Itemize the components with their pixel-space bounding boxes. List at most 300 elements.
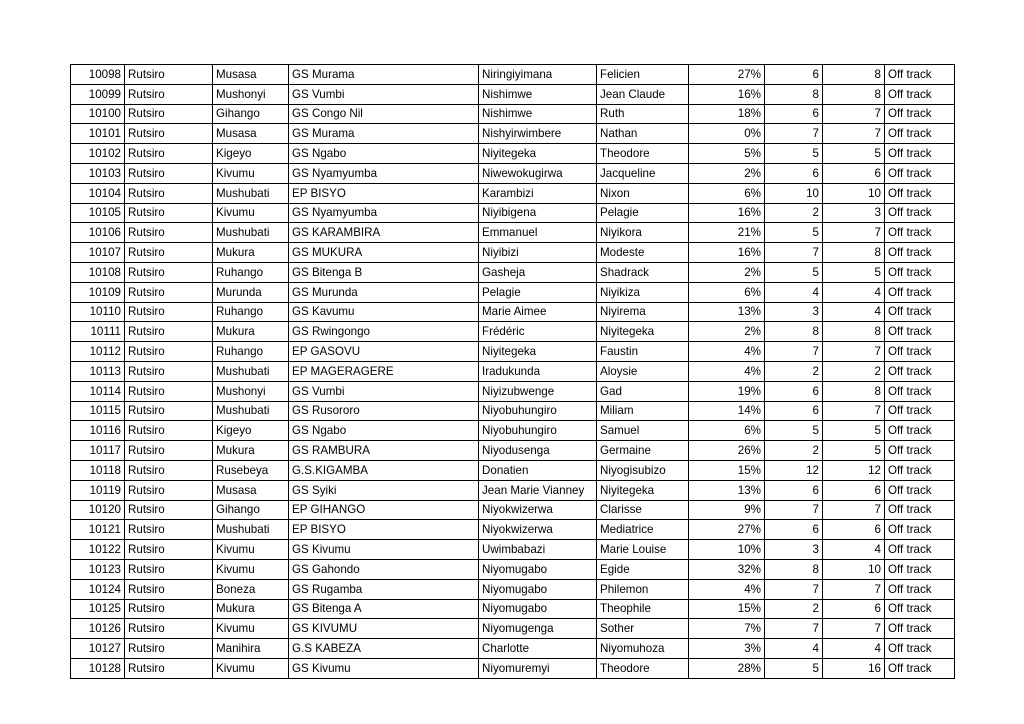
- table-cell-last_name: Marie Aimee: [479, 302, 597, 322]
- table-cell-value_a: 2: [765, 361, 823, 381]
- table-row: [71, 421, 955, 441]
- table-cell-school: GS Kivumu: [289, 658, 479, 678]
- table-row: [71, 282, 955, 302]
- table-cell-last_name: Niyibizi: [479, 243, 597, 263]
- table-cell-id: 10114: [71, 381, 125, 401]
- table-cell-sector: Kivumu: [213, 619, 289, 639]
- table-cell-last_name: Niyobuhungiro: [479, 401, 597, 421]
- table-cell-first_name: Niyogisubizo: [597, 460, 689, 480]
- records-table: [70, 64, 955, 679]
- table-cell-value_a: 5: [765, 658, 823, 678]
- table-cell-status: Off track: [885, 183, 955, 203]
- table-cell-sector: Kigeyo: [213, 144, 289, 164]
- table-cell-first_name: Modeste: [597, 243, 689, 263]
- table-cell-value_a: 6: [765, 401, 823, 421]
- table-cell-value_a: 5: [765, 421, 823, 441]
- table-cell-sector: Kivumu: [213, 658, 289, 678]
- table-row: [71, 203, 955, 223]
- table-cell-percent: 5%: [689, 144, 765, 164]
- table-cell-status: Off track: [885, 460, 955, 480]
- table-row: [71, 401, 955, 421]
- table-cell-first_name: Shadrack: [597, 262, 689, 282]
- table-cell-last_name: Niyitegeka: [479, 342, 597, 362]
- table-cell-percent: 15%: [689, 460, 765, 480]
- table-cell-last_name: Karambizi: [479, 183, 597, 203]
- table-cell-value_b: 7: [823, 104, 885, 124]
- table-cell-school: GS Vumbi: [289, 84, 479, 104]
- table-cell-district: Rutsiro: [125, 144, 213, 164]
- table-cell-percent: 7%: [689, 619, 765, 639]
- table-cell-last_name: Niyobuhungiro: [479, 421, 597, 441]
- table-cell-district: Rutsiro: [125, 500, 213, 520]
- table-cell-status: Off track: [885, 619, 955, 639]
- table-cell-district: Rutsiro: [125, 262, 213, 282]
- table-cell-percent: 26%: [689, 441, 765, 461]
- table-cell-status: Off track: [885, 401, 955, 421]
- table-cell-district: Rutsiro: [125, 480, 213, 500]
- table-cell-first_name: Aloysie: [597, 361, 689, 381]
- table-cell-status: Off track: [885, 480, 955, 500]
- table-cell-school: GS Murunda: [289, 282, 479, 302]
- table-cell-percent: 13%: [689, 302, 765, 322]
- table-row: [71, 144, 955, 164]
- table-cell-district: Rutsiro: [125, 282, 213, 302]
- table-cell-sector: Mukura: [213, 599, 289, 619]
- table-cell-value_a: 6: [765, 520, 823, 540]
- table-cell-sector: Kivumu: [213, 203, 289, 223]
- table-cell-value_b: 2: [823, 361, 885, 381]
- table-cell-value_a: 7: [765, 619, 823, 639]
- table-cell-first_name: Theophile: [597, 599, 689, 619]
- table-cell-status: Off track: [885, 540, 955, 560]
- table-cell-id: 10113: [71, 361, 125, 381]
- table-cell-id: 10110: [71, 302, 125, 322]
- table-cell-school: GS Syiki: [289, 480, 479, 500]
- table-cell-status: Off track: [885, 223, 955, 243]
- table-cell-id: 10103: [71, 163, 125, 183]
- table-cell-district: Rutsiro: [125, 203, 213, 223]
- table-cell-status: Off track: [885, 342, 955, 362]
- table-cell-value_a: 3: [765, 540, 823, 560]
- table-cell-id: 10123: [71, 559, 125, 579]
- table-cell-percent: 27%: [689, 65, 765, 85]
- table-cell-value_a: 6: [765, 381, 823, 401]
- table-cell-sector: Mushubati: [213, 361, 289, 381]
- table-cell-id: 10101: [71, 124, 125, 144]
- table-cell-school: GS Rugamba: [289, 579, 479, 599]
- table-row: [71, 342, 955, 362]
- table-cell-last_name: Niyomugabo: [479, 559, 597, 579]
- table-cell-first_name: Egide: [597, 559, 689, 579]
- table-cell-percent: 3%: [689, 639, 765, 659]
- table-cell-sector: Kivumu: [213, 559, 289, 579]
- table-cell-value_a: 8: [765, 559, 823, 579]
- table-cell-first_name: Pelagie: [597, 203, 689, 223]
- table-cell-school: GS RAMBURA: [289, 441, 479, 461]
- table-cell-district: Rutsiro: [125, 421, 213, 441]
- table-cell-value_b: 7: [823, 342, 885, 362]
- table-cell-school: GS Bitenga A: [289, 599, 479, 619]
- table-cell-first_name: Felicien: [597, 65, 689, 85]
- table-cell-status: Off track: [885, 559, 955, 579]
- table-cell-last_name: Nishimwe: [479, 84, 597, 104]
- table-cell-sector: Mushubati: [213, 401, 289, 421]
- table-cell-last_name: Niyomugabo: [479, 579, 597, 599]
- table-row: [71, 104, 955, 124]
- table-cell-id: 10116: [71, 421, 125, 441]
- table-cell-school: GS Ngabo: [289, 144, 479, 164]
- table-cell-school: GS Bitenga B: [289, 262, 479, 282]
- table-cell-sector: Ruhango: [213, 342, 289, 362]
- table-cell-school: G.S KABEZA: [289, 639, 479, 659]
- table-cell-percent: 6%: [689, 282, 765, 302]
- table-cell-school: GS Ngabo: [289, 421, 479, 441]
- table-cell-value_b: 4: [823, 639, 885, 659]
- table-cell-school: GS Murama: [289, 65, 479, 85]
- table-row: [71, 500, 955, 520]
- table-cell-status: Off track: [885, 104, 955, 124]
- table-cell-value_b: 7: [823, 401, 885, 421]
- table-row: [71, 639, 955, 659]
- table-row: [71, 302, 955, 322]
- table-cell-value_a: 10: [765, 183, 823, 203]
- table-cell-status: Off track: [885, 381, 955, 401]
- table-cell-status: Off track: [885, 84, 955, 104]
- table-cell-percent: 19%: [689, 381, 765, 401]
- table-cell-status: Off track: [885, 658, 955, 678]
- table-cell-id: 10120: [71, 500, 125, 520]
- table-cell-value_b: 4: [823, 540, 885, 560]
- table-cell-status: Off track: [885, 441, 955, 461]
- table-cell-last_name: Niyokwizerwa: [479, 520, 597, 540]
- table-cell-status: Off track: [885, 282, 955, 302]
- table-cell-last_name: Iradukunda: [479, 361, 597, 381]
- table-cell-value_b: 4: [823, 302, 885, 322]
- table-cell-school: GS Congo Nil: [289, 104, 479, 124]
- table-cell-district: Rutsiro: [125, 520, 213, 540]
- table-cell-school: GS Nyamyumba: [289, 203, 479, 223]
- table-cell-percent: 16%: [689, 243, 765, 263]
- table-cell-district: Rutsiro: [125, 639, 213, 659]
- table-row: [71, 579, 955, 599]
- table-row: [71, 124, 955, 144]
- table-cell-value_a: 5: [765, 144, 823, 164]
- table-cell-percent: 28%: [689, 658, 765, 678]
- table-cell-value_a: 6: [765, 163, 823, 183]
- table-cell-sector: Mukura: [213, 322, 289, 342]
- table-cell-value_b: 16: [823, 658, 885, 678]
- table-cell-school: EP BISYO: [289, 520, 479, 540]
- table-cell-value_a: 5: [765, 223, 823, 243]
- table-cell-id: 10128: [71, 658, 125, 678]
- table-cell-percent: 4%: [689, 579, 765, 599]
- table-cell-sector: Manihira: [213, 639, 289, 659]
- table-row: [71, 460, 955, 480]
- table-cell-sector: Kigeyo: [213, 421, 289, 441]
- table-cell-id: 10104: [71, 183, 125, 203]
- table-cell-last_name: Charlotte: [479, 639, 597, 659]
- table-cell-value_a: 5: [765, 262, 823, 282]
- table-cell-value_a: 7: [765, 579, 823, 599]
- table-cell-id: 10112: [71, 342, 125, 362]
- table-cell-value_a: 4: [765, 282, 823, 302]
- table-cell-status: Off track: [885, 262, 955, 282]
- table-cell-value_b: 6: [823, 163, 885, 183]
- table-cell-value_b: 7: [823, 619, 885, 639]
- table-row: [71, 441, 955, 461]
- table-cell-percent: 32%: [689, 559, 765, 579]
- table-cell-status: Off track: [885, 124, 955, 144]
- table-cell-first_name: Miliam: [597, 401, 689, 421]
- table-cell-school: GS Murama: [289, 124, 479, 144]
- table-cell-id: 10118: [71, 460, 125, 480]
- table-cell-last_name: Emmanuel: [479, 223, 597, 243]
- table-cell-first_name: Nixon: [597, 183, 689, 203]
- table-cell-district: Rutsiro: [125, 441, 213, 461]
- table-cell-value_a: 3: [765, 302, 823, 322]
- table-cell-district: Rutsiro: [125, 381, 213, 401]
- table-cell-percent: 21%: [689, 223, 765, 243]
- table-cell-status: Off track: [885, 144, 955, 164]
- table-cell-value_a: 7: [765, 243, 823, 263]
- table-cell-sector: Mushonyi: [213, 381, 289, 401]
- table-cell-sector: Murunda: [213, 282, 289, 302]
- table-cell-value_a: 2: [765, 599, 823, 619]
- table-cell-district: Rutsiro: [125, 243, 213, 263]
- table-cell-district: Rutsiro: [125, 342, 213, 362]
- table-cell-district: Rutsiro: [125, 65, 213, 85]
- table-cell-last_name: Niyitegeka: [479, 144, 597, 164]
- table-row: [71, 84, 955, 104]
- table-cell-sector: Mukura: [213, 243, 289, 263]
- table-cell-percent: 16%: [689, 84, 765, 104]
- table-cell-value_a: 2: [765, 203, 823, 223]
- table-cell-percent: 13%: [689, 480, 765, 500]
- table-cell-first_name: Faustin: [597, 342, 689, 362]
- table-row: [71, 361, 955, 381]
- table-cell-district: Rutsiro: [125, 658, 213, 678]
- table-cell-first_name: Marie Louise: [597, 540, 689, 560]
- table-cell-status: Off track: [885, 302, 955, 322]
- table-row: [71, 480, 955, 500]
- table-cell-value_b: 7: [823, 223, 885, 243]
- table-cell-district: Rutsiro: [125, 579, 213, 599]
- table-cell-value_a: 7: [765, 500, 823, 520]
- table-cell-last_name: Pelagie: [479, 282, 597, 302]
- table-cell-sector: Rusebeya: [213, 460, 289, 480]
- table-cell-sector: Musasa: [213, 124, 289, 144]
- table-cell-percent: 0%: [689, 124, 765, 144]
- table-cell-value_b: 8: [823, 381, 885, 401]
- table-cell-first_name: Philemon: [597, 579, 689, 599]
- table-cell-value_b: 8: [823, 322, 885, 342]
- table-row: [71, 619, 955, 639]
- table-cell-district: Rutsiro: [125, 223, 213, 243]
- table-cell-id: 10119: [71, 480, 125, 500]
- table-cell-last_name: Niwewokugirwa: [479, 163, 597, 183]
- table-cell-school: GS Kivumu: [289, 540, 479, 560]
- table-cell-sector: Kivumu: [213, 540, 289, 560]
- table-cell-value_a: 12: [765, 460, 823, 480]
- table-cell-last_name: Niyodusenga: [479, 441, 597, 461]
- table-cell-status: Off track: [885, 639, 955, 659]
- table-cell-id: 10122: [71, 540, 125, 560]
- table-cell-first_name: Germaine: [597, 441, 689, 461]
- table-cell-value_b: 10: [823, 559, 885, 579]
- table-cell-sector: Gihango: [213, 104, 289, 124]
- table-cell-percent: 2%: [689, 262, 765, 282]
- table-cell-value_b: 8: [823, 84, 885, 104]
- table-cell-status: Off track: [885, 243, 955, 263]
- table-cell-id: 10105: [71, 203, 125, 223]
- table-cell-id: 10099: [71, 84, 125, 104]
- table-cell-first_name: Theodore: [597, 144, 689, 164]
- table-cell-last_name: Niyomugenga: [479, 619, 597, 639]
- table-row: [71, 163, 955, 183]
- table-row: [71, 262, 955, 282]
- table-cell-percent: 4%: [689, 361, 765, 381]
- table-cell-school: GS Rusororo: [289, 401, 479, 421]
- table-cell-first_name: Gad: [597, 381, 689, 401]
- table-cell-value_b: 8: [823, 65, 885, 85]
- table-cell-last_name: Niyomuremyi: [479, 658, 597, 678]
- table-cell-first_name: Jacqueline: [597, 163, 689, 183]
- table-cell-first_name: Sother: [597, 619, 689, 639]
- table-cell-sector: Musasa: [213, 480, 289, 500]
- table-cell-school: GS Rwingongo: [289, 322, 479, 342]
- table-cell-id: 10115: [71, 401, 125, 421]
- table-cell-id: 10108: [71, 262, 125, 282]
- table-row: [71, 65, 955, 85]
- table-cell-id: 10124: [71, 579, 125, 599]
- table-cell-value_b: 8: [823, 243, 885, 263]
- table-cell-sector: Boneza: [213, 579, 289, 599]
- table-cell-value_b: 6: [823, 520, 885, 540]
- table-row: [71, 540, 955, 560]
- table-cell-last_name: Gasheja: [479, 262, 597, 282]
- table-cell-sector: Musasa: [213, 65, 289, 85]
- table-cell-district: Rutsiro: [125, 104, 213, 124]
- table-row: [71, 183, 955, 203]
- table-row: [71, 223, 955, 243]
- table-cell-school: EP GASOVU: [289, 342, 479, 362]
- table-cell-value_b: 5: [823, 441, 885, 461]
- table-cell-sector: Mushubati: [213, 223, 289, 243]
- table-cell-district: Rutsiro: [125, 302, 213, 322]
- table-cell-school: GS Kavumu: [289, 302, 479, 322]
- table-cell-last_name: Niyokwizerwa: [479, 500, 597, 520]
- table-cell-value_b: 7: [823, 124, 885, 144]
- table-cell-percent: 9%: [689, 500, 765, 520]
- table-cell-value_a: 7: [765, 124, 823, 144]
- table-cell-value_b: 5: [823, 421, 885, 441]
- table-cell-district: Rutsiro: [125, 322, 213, 342]
- table-cell-sector: Mushubati: [213, 183, 289, 203]
- table-cell-status: Off track: [885, 520, 955, 540]
- table-cell-first_name: Theodore: [597, 658, 689, 678]
- table-cell-id: 10100: [71, 104, 125, 124]
- table-cell-percent: 4%: [689, 342, 765, 362]
- table-cell-percent: 16%: [689, 203, 765, 223]
- table-cell-sector: Mukura: [213, 441, 289, 461]
- table-cell-first_name: Niyitegeka: [597, 480, 689, 500]
- table-cell-id: 10106: [71, 223, 125, 243]
- table-cell-status: Off track: [885, 579, 955, 599]
- table-cell-last_name: Uwimbabazi: [479, 540, 597, 560]
- table-cell-id: 10109: [71, 282, 125, 302]
- table-cell-school: GS KARAMBIRA: [289, 223, 479, 243]
- table-cell-percent: 10%: [689, 540, 765, 560]
- table-cell-percent: 14%: [689, 401, 765, 421]
- table-cell-first_name: Niyirema: [597, 302, 689, 322]
- table-cell-district: Rutsiro: [125, 163, 213, 183]
- table-row: [71, 381, 955, 401]
- table-cell-value_b: 4: [823, 282, 885, 302]
- table-cell-first_name: Niyikora: [597, 223, 689, 243]
- table-cell-first_name: Niyomuhoza: [597, 639, 689, 659]
- table-cell-first_name: Mediatrice: [597, 520, 689, 540]
- table-cell-percent: 15%: [689, 599, 765, 619]
- table-cell-value_b: 7: [823, 579, 885, 599]
- table-cell-value_b: 6: [823, 480, 885, 500]
- table-cell-value_a: 7: [765, 342, 823, 362]
- table-cell-id: 10126: [71, 619, 125, 639]
- table-cell-district: Rutsiro: [125, 183, 213, 203]
- data-table-container: [70, 64, 954, 679]
- table-cell-district: Rutsiro: [125, 559, 213, 579]
- table-cell-status: Off track: [885, 163, 955, 183]
- table-cell-school: GS MUKURA: [289, 243, 479, 263]
- table-cell-last_name: Niringiyimana: [479, 65, 597, 85]
- table-cell-district: Rutsiro: [125, 619, 213, 639]
- table-cell-value_a: 8: [765, 84, 823, 104]
- table-cell-id: 10121: [71, 520, 125, 540]
- table-cell-value_b: 3: [823, 203, 885, 223]
- table-cell-last_name: Nishyirwimbere: [479, 124, 597, 144]
- table-cell-sector: Kivumu: [213, 163, 289, 183]
- table-cell-percent: 2%: [689, 163, 765, 183]
- table-cell-last_name: Niyomugabo: [479, 599, 597, 619]
- table-cell-value_a: 6: [765, 65, 823, 85]
- table-cell-value_b: 5: [823, 144, 885, 164]
- table-cell-first_name: Niyikiza: [597, 282, 689, 302]
- table-cell-last_name: Nishimwe: [479, 104, 597, 124]
- table-cell-district: Rutsiro: [125, 401, 213, 421]
- table-cell-sector: Mushubati: [213, 520, 289, 540]
- table-cell-sector: Gihango: [213, 500, 289, 520]
- table-cell-id: 10117: [71, 441, 125, 461]
- table-cell-percent: 6%: [689, 183, 765, 203]
- table-cell-sector: Ruhango: [213, 302, 289, 322]
- table-cell-id: 10125: [71, 599, 125, 619]
- table-cell-value_b: 10: [823, 183, 885, 203]
- table-row: [71, 599, 955, 619]
- table-row: [71, 322, 955, 342]
- table-cell-status: Off track: [885, 65, 955, 85]
- table-cell-status: Off track: [885, 599, 955, 619]
- table-cell-value_b: 12: [823, 460, 885, 480]
- table-cell-id: 10127: [71, 639, 125, 659]
- table-cell-value_b: 6: [823, 599, 885, 619]
- table-cell-status: Off track: [885, 203, 955, 223]
- table-cell-sector: Ruhango: [213, 262, 289, 282]
- table-cell-value_a: 4: [765, 639, 823, 659]
- table-cell-school: GS Gahondo: [289, 559, 479, 579]
- table-cell-status: Off track: [885, 500, 955, 520]
- table-cell-first_name: Samuel: [597, 421, 689, 441]
- table-cell-value_a: 8: [765, 322, 823, 342]
- table-cell-last_name: Frédéric: [479, 322, 597, 342]
